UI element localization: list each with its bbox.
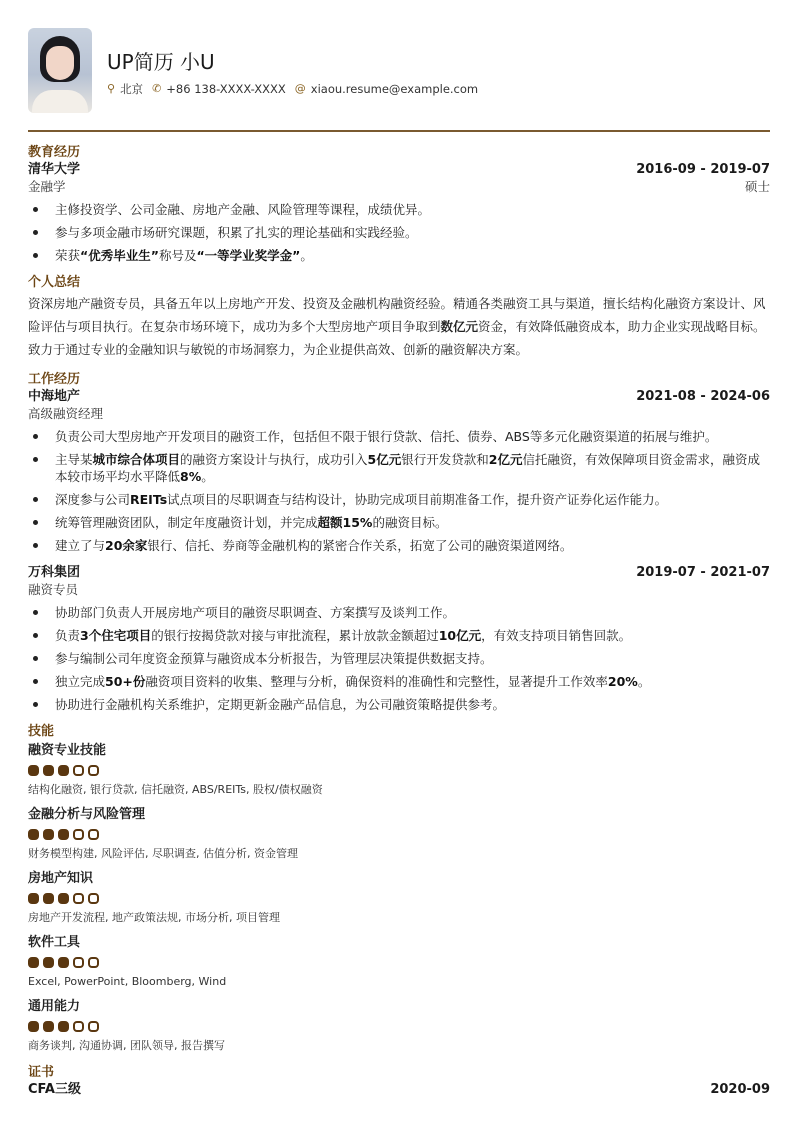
major: 金融学	[28, 179, 66, 194]
list-item	[28, 673, 770, 690]
skill-name: 融资专业技能	[28, 743, 107, 758]
rating-dot-filled	[43, 957, 54, 968]
text-segment: 。	[637, 674, 651, 689]
list-item	[28, 451, 770, 485]
job-bullets	[28, 604, 770, 713]
rating-dot-empty	[73, 893, 84, 904]
rating-dot-filled	[58, 957, 69, 968]
text-segment: 负责	[55, 628, 81, 643]
skill-tags: 财务模型构建, 风险评估, 尽职调查, 估值分析, 资金管理	[28, 847, 298, 860]
list-item	[28, 247, 770, 264]
highlight-text: 20余家	[105, 538, 148, 553]
highlight-text: 城市综合体项目	[92, 452, 181, 467]
education-section	[28, 144, 770, 264]
rating-dot-filled	[58, 765, 69, 776]
highlight-text: 10亿元	[438, 628, 482, 643]
list-item	[28, 650, 770, 667]
email-icon: @	[294, 82, 306, 95]
summary-section	[28, 274, 770, 361]
rating-dot-empty	[88, 1021, 99, 1032]
rating-dot-empty	[88, 957, 99, 968]
text-segment: 负责公司大型房地产开发项目的融资工作，包括但不限于银行贷款、信托、债券、ABS等多元化融资渠道的拓展与维护。	[55, 429, 718, 444]
education-dates: 2016-09 - 2019-07	[636, 162, 770, 177]
skill-rating	[28, 1021, 770, 1032]
location-pin-icon: ⚲	[107, 82, 116, 95]
list-item	[28, 201, 770, 218]
resume-header	[28, 28, 487, 113]
text-segment: 。	[201, 469, 214, 484]
job-entry	[28, 564, 770, 713]
rating-dot-empty	[73, 765, 84, 776]
highlight-text: 超额15%	[317, 515, 373, 530]
work-section	[28, 371, 770, 713]
rating-dot-empty	[88, 765, 99, 776]
skills-section	[28, 723, 770, 1054]
text-segment: 的融资方案设计与执行，成功引入	[180, 452, 368, 467]
skill-entry	[28, 934, 770, 990]
skill-rating	[28, 765, 770, 776]
skill-name: 通用能力	[28, 999, 81, 1014]
text-segment: ，有效支持项目销售回款。	[481, 628, 632, 643]
rating-dot-filled	[28, 957, 39, 968]
section-title: 证书	[28, 1065, 55, 1080]
highlight-text: 8%	[180, 469, 202, 484]
highlight-text: 3个住宅项目	[80, 628, 152, 643]
text-segment: 资深房地产融资专员，具备五年以上房地产开发、投资及金融机构融资经验。精通各类融资工具与渠道，擅长结构化融资方案设计、风险评估与项目执行。在复杂市场环境下，成功为多个大型房地产项目争取到	[28, 296, 766, 334]
job-title: 高级融资经理	[28, 406, 104, 421]
header-divider	[28, 130, 770, 132]
text-segment: 试点项目的尽职调查与结构设计，协助完成项目前期准备工作，提升资产证券化运作能力。	[167, 492, 668, 507]
text-segment: 的融资目标。	[372, 515, 448, 530]
text-segment: 称号及	[158, 248, 197, 263]
text-segment: 融资项目资料的收集、整理与分析，确保资料的准确性和完整性，显著提升工作效率	[145, 674, 608, 689]
job-dates: 2019-07 - 2021-07	[636, 565, 770, 580]
highlight-text: 5亿元	[367, 452, 402, 467]
skill-entry	[28, 806, 770, 862]
list-item	[28, 514, 770, 531]
list-item	[28, 491, 770, 508]
list-item	[28, 604, 770, 621]
rating-dot-filled	[43, 829, 54, 840]
rating-dot-filled	[43, 893, 54, 904]
rating-dot-filled	[43, 1021, 54, 1032]
text-segment: 协助部门负责人开展房地产项目的融资尽职调查、方案撰写及谈判工作。	[55, 605, 456, 620]
highlight-text: 2亿元	[488, 452, 523, 467]
email[interactable]: xiaou.resume@example.com	[310, 81, 479, 96]
education-bullets	[28, 201, 770, 264]
rating-dot-filled	[28, 765, 39, 776]
text-segment: 统筹管理融资团队，制定年度融资计划，并完成	[55, 515, 318, 530]
contact-info	[107, 81, 487, 97]
skill-entry	[28, 870, 770, 926]
job-bullets	[28, 428, 770, 554]
rating-dot-filled	[28, 1021, 39, 1032]
skill-name: 房地产知识	[28, 871, 94, 886]
highlight-text: 50+份	[105, 674, 146, 689]
certificate-name: CFA三级	[28, 1082, 81, 1097]
list-item	[28, 537, 770, 554]
company-name: 万科集团	[28, 565, 81, 580]
highlight-text: REITs	[130, 492, 168, 507]
rating-dot-empty	[73, 829, 84, 840]
section-title: 工作经历	[28, 372, 81, 387]
degree: 硕士	[744, 179, 770, 194]
summary-text	[28, 292, 770, 361]
skill-tags: 商务谈判, 沟通协调, 团队领导, 报告撰写	[28, 1039, 225, 1052]
skill-rating	[28, 829, 770, 840]
certificates-section	[28, 1064, 770, 1098]
highlight-text: 20%	[607, 674, 638, 689]
text-segment: 银行开发贷款和	[401, 452, 489, 467]
text-segment: 参与多项金融市场研究课题，积累了扎实的理论基础和实践经验。	[55, 225, 418, 240]
rating-dot-filled	[43, 765, 54, 776]
rating-dot-filled	[28, 829, 39, 840]
highlight-text: “优秀毕业生”	[80, 248, 159, 263]
list-item	[28, 627, 770, 644]
text-segment: 主导某	[55, 452, 93, 467]
text-segment: 信托融资，有效保障项目资金需求，融资成本较市场平均水平降低	[55, 452, 760, 484]
section-title: 个人总结	[28, 275, 81, 290]
text-segment: 荣获	[55, 248, 81, 263]
rating-dot-filled	[28, 893, 39, 904]
text-segment: 银行、信托、券商等金融机构的紧密合作关系，拓宽了公司的融资渠道网络。	[147, 538, 573, 553]
rating-dot-empty	[73, 1021, 84, 1032]
job-title: 融资专员	[28, 582, 79, 597]
text-segment: 主修投资学、公司金融、房地产金融、风险管理等课程，成绩优异。	[55, 202, 431, 217]
text-segment: 。	[300, 248, 313, 263]
skill-name: 金融分析与风险管理	[28, 807, 146, 822]
phone-icon: ✆	[152, 82, 162, 95]
text-segment: 独立完成	[55, 674, 106, 689]
rating-dot-empty	[73, 957, 84, 968]
skill-name: 软件工具	[28, 935, 81, 950]
rating-dot-filled	[58, 1021, 69, 1032]
section-title: 技能	[28, 724, 55, 739]
list-item	[28, 696, 770, 713]
job-entry	[28, 388, 770, 554]
list-item	[28, 224, 770, 241]
resume-body	[28, 144, 770, 1108]
rating-dot-empty	[88, 893, 99, 904]
text-segment: 参与编制公司年度资金预算与融资成本分析报告，为管理层决策提供数据支持。	[55, 651, 493, 666]
candidate-name: UP简历 小U	[107, 49, 215, 74]
text-segment: 协助进行金融机构关系维护，定期更新金融产品信息，为公司融资策略提供参考。	[55, 697, 506, 712]
highlight-text: 数亿元	[440, 319, 479, 334]
skill-tags: 房地产开发流程, 地产政策法规, 市场分析, 项目管理	[28, 911, 280, 924]
text-segment: 深度参与公司	[55, 492, 131, 507]
company-name: 中海地产	[28, 389, 81, 404]
rating-dot-filled	[58, 893, 69, 904]
certificate-date: 2020-09	[710, 1082, 770, 1097]
text-segment: 的银行按揭贷款对接与审批流程，累计放款金额超过	[151, 628, 439, 643]
phone: +86 138-XXXX-XXXX	[166, 81, 286, 96]
text-segment: 建立了与	[55, 538, 106, 553]
skill-entry	[28, 998, 770, 1054]
location: 北京	[120, 81, 144, 96]
list-item	[28, 428, 770, 445]
job-dates: 2021-08 - 2024-06	[636, 389, 770, 404]
skill-tags: 结构化融资, 银行贷款, 信托融资, ABS/REITs, 股权/债权融资	[28, 783, 323, 796]
highlight-text: “一等学业奖学金”	[196, 248, 301, 263]
skill-tags: Excel, PowerPoint, Bloomberg, Wind	[28, 975, 227, 988]
skill-rating	[28, 893, 770, 904]
section-title: 教育经历	[28, 145, 81, 160]
text-segment: 资金，有效降低融资成本，助力企业实现战略目标。致力于通过专业的金融知识与敏锐的市场洞察力，为企业提供高效、创新的融资解决方案。	[28, 319, 766, 357]
skill-entry	[28, 742, 770, 798]
skill-rating	[28, 957, 770, 968]
school-name: 清华大学	[28, 162, 81, 177]
rating-dot-filled	[58, 829, 69, 840]
certificate-entry	[28, 1081, 770, 1098]
rating-dot-empty	[88, 829, 99, 840]
profile-photo	[28, 28, 92, 113]
